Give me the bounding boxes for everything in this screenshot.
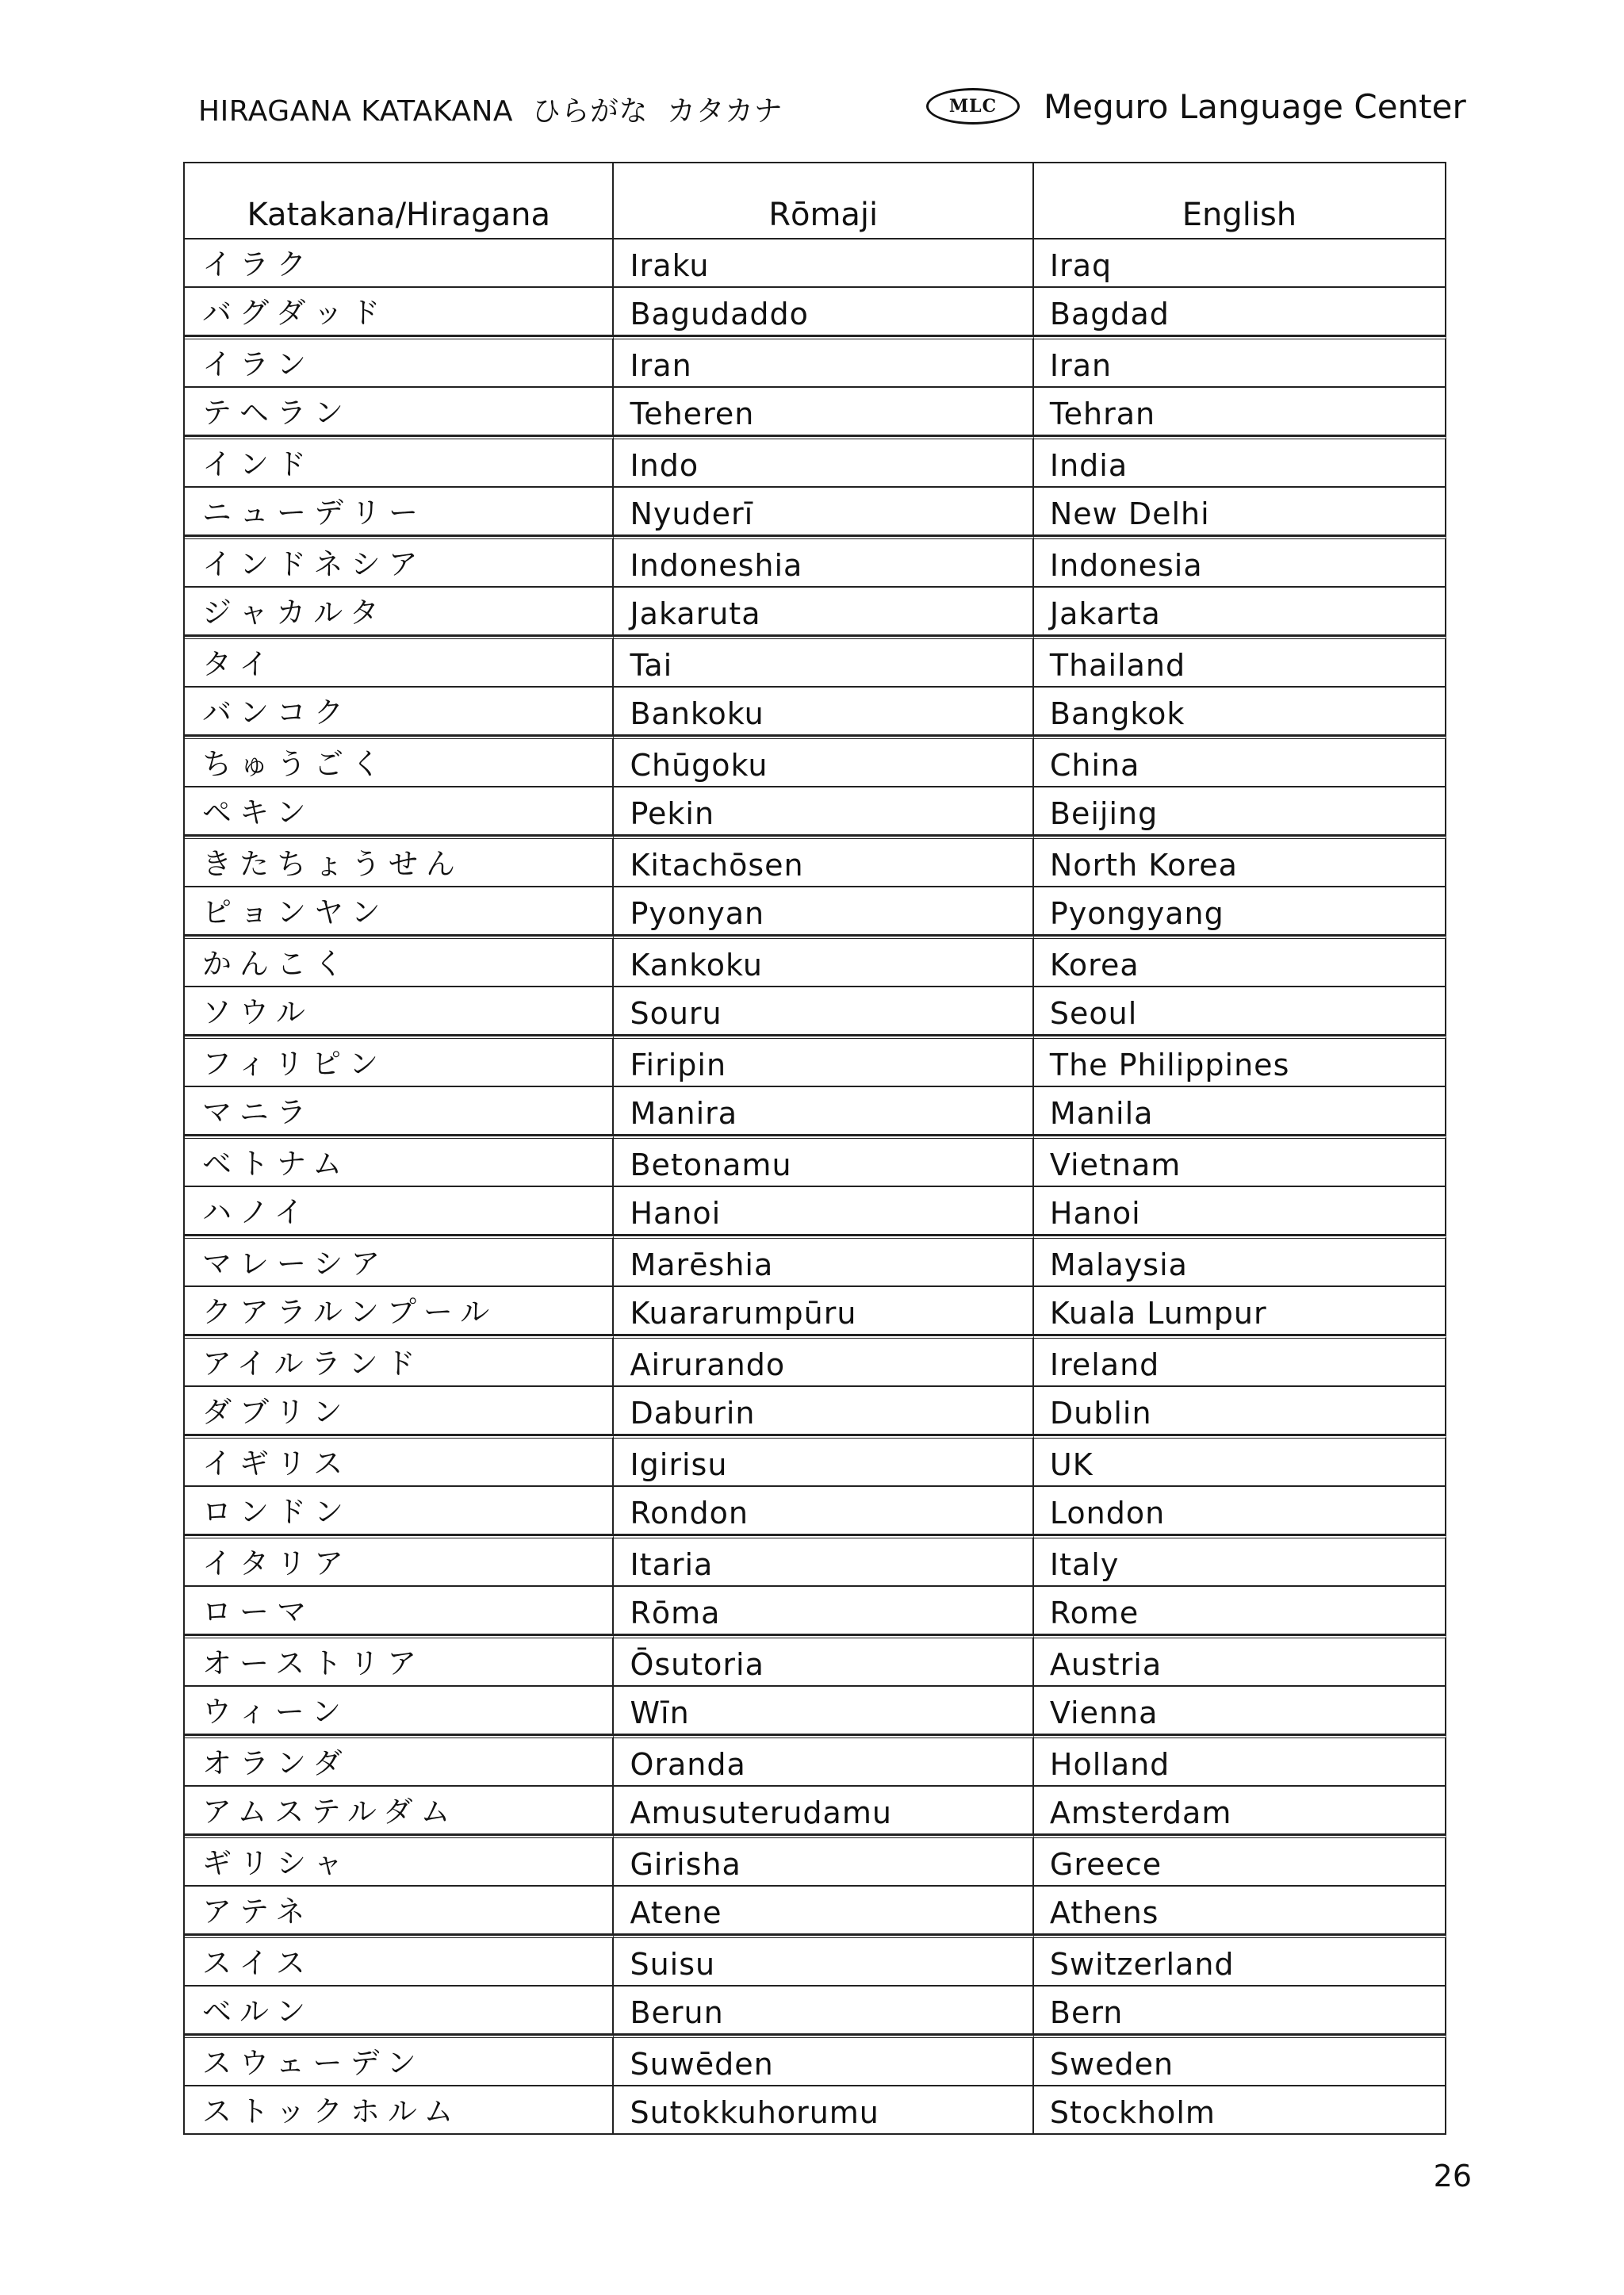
table-row <box>185 1036 1446 1087</box>
romaji-cell: Suwēden <box>614 2035 1033 2086</box>
english-cell: Austria <box>1034 1635 1446 1687</box>
table-row <box>185 288 1446 336</box>
english-cell: Bern <box>1034 1987 1446 2035</box>
kana-cell: マニラ <box>185 1087 614 1136</box>
kana-cell: バンコク <box>185 688 614 736</box>
english-cell: India <box>1034 436 1446 488</box>
kana-cell: ハノイ <box>185 1187 614 1236</box>
english-cell: Stockholm <box>1034 2086 1446 2135</box>
column-header-english: English <box>1034 163 1446 239</box>
romaji-cell: Oranda <box>614 1735 1033 1787</box>
kana-cell: ベトナム <box>185 1136 614 1187</box>
table-row <box>185 388 1446 436</box>
romaji-cell: Igirisu <box>614 1435 1033 1487</box>
english-cell: Holland <box>1034 1735 1446 1787</box>
romaji-cell: Souru <box>614 987 1033 1036</box>
table-row <box>185 1435 1446 1487</box>
romaji-cell: Pekin <box>614 787 1033 836</box>
romaji-cell: Berun <box>614 1987 1033 2035</box>
mlc-logo <box>926 88 1020 125</box>
kana-cell: スイス <box>185 1935 614 1987</box>
kana-cell: ストックホルム <box>185 2086 614 2135</box>
table-row <box>185 436 1446 488</box>
vocabulary-table <box>183 162 1446 2135</box>
org-branding <box>926 82 1466 130</box>
romaji-cell: Airurando <box>614 1335 1033 1387</box>
kana-cell: オランダ <box>185 1735 614 1787</box>
english-cell: Manila <box>1034 1087 1446 1136</box>
table-body <box>185 239 1446 2135</box>
header-title-latin: HIRAGANA KATAKANA <box>198 95 514 128</box>
table-row <box>185 1835 1446 1887</box>
table-row <box>185 1236 1446 1287</box>
english-cell: Pyongyang <box>1034 887 1446 936</box>
english-cell: Switzerland <box>1034 1935 1446 1987</box>
english-cell: Hanoi <box>1034 1187 1446 1236</box>
kana-cell: ロンドン <box>185 1487 614 1535</box>
english-cell: Amsterdam <box>1034 1787 1446 1835</box>
kana-cell: ちゅうごく <box>185 736 614 787</box>
english-cell: Dublin <box>1034 1387 1446 1435</box>
kana-cell: ダブリン <box>185 1387 614 1435</box>
english-cell: London <box>1034 1487 1446 1535</box>
kana-cell: ウィーン <box>185 1687 614 1735</box>
kana-cell: クアラルンプール <box>185 1287 614 1335</box>
kana-cell: ローマ <box>185 1587 614 1635</box>
kana-cell: イタリア <box>185 1535 614 1587</box>
english-cell: Vienna <box>1034 1687 1446 1735</box>
romaji-cell: Rondon <box>614 1487 1033 1535</box>
kana-cell: アムステルダム <box>185 1787 614 1835</box>
english-cell: Thailand <box>1034 636 1446 688</box>
english-cell: New Delhi <box>1034 488 1446 536</box>
romaji-cell: Betonamu <box>614 1136 1033 1187</box>
table-row <box>185 936 1446 987</box>
kana-cell: バグダッド <box>185 288 614 336</box>
kana-cell: イギリス <box>185 1435 614 1487</box>
romaji-cell: Sutokkuhorumu <box>614 2086 1033 2135</box>
table-header-row <box>185 163 1446 239</box>
romaji-cell: Atene <box>614 1887 1033 1935</box>
romaji-cell: Itaria <box>614 1535 1033 1587</box>
romaji-cell: Suisu <box>614 1935 1033 1987</box>
table-row <box>185 2035 1446 2086</box>
romaji-cell: Teheren <box>614 388 1033 436</box>
kana-cell: ジャカルタ <box>185 588 614 636</box>
romaji-cell: Indoneshia <box>614 536 1033 588</box>
kana-cell: イラン <box>185 336 614 388</box>
kana-cell: マレーシア <box>185 1236 614 1287</box>
english-cell: Ireland <box>1034 1335 1446 1387</box>
romaji-cell: Amusuterudamu <box>614 1787 1033 1835</box>
kana-cell: かんこく <box>185 936 614 987</box>
table-row <box>185 1887 1446 1935</box>
romaji-cell: Rōma <box>614 1587 1033 1635</box>
romaji-cell: Bankoku <box>614 688 1033 736</box>
kana-cell: フィリピン <box>185 1036 614 1087</box>
table-row <box>185 1387 1446 1435</box>
table-row <box>185 1587 1446 1635</box>
kana-cell: ギリシャ <box>185 1835 614 1887</box>
english-cell: Athens <box>1034 1887 1446 1935</box>
romaji-cell: Kuararumpūru <box>614 1287 1033 1335</box>
romaji-cell: Bagudaddo <box>614 288 1033 336</box>
english-cell: Iran <box>1034 336 1446 388</box>
english-cell: Bangkok <box>1034 688 1446 736</box>
table-row <box>185 688 1446 736</box>
page-number: 26 <box>1433 2159 1472 2193</box>
kana-cell: きたちょうせん <box>185 836 614 887</box>
kana-cell: ベルン <box>185 1987 614 2035</box>
kana-cell: ニューデリー <box>185 488 614 536</box>
table-row <box>185 787 1446 836</box>
romaji-cell: Marēshia <box>614 1236 1033 1287</box>
kana-cell: ソウル <box>185 987 614 1036</box>
table-row <box>185 1787 1446 1835</box>
english-cell: Beijing <box>1034 787 1446 836</box>
table-row <box>185 1735 1446 1787</box>
table-row <box>185 1535 1446 1587</box>
table-row <box>185 987 1446 1036</box>
table-row <box>185 736 1446 787</box>
kana-cell: ペキン <box>185 787 614 836</box>
table-row <box>185 836 1446 887</box>
table-row <box>185 1935 1446 1987</box>
kana-cell: スウェーデン <box>185 2035 614 2086</box>
english-cell: Bagdad <box>1034 288 1446 336</box>
table-row <box>185 1287 1446 1335</box>
kana-cell: アテネ <box>185 1887 614 1935</box>
kana-cell: アイルランド <box>185 1335 614 1387</box>
page-header-title <box>198 89 783 129</box>
english-cell: Tehran <box>1034 388 1446 436</box>
english-cell: China <box>1034 736 1446 787</box>
table-row <box>185 636 1446 688</box>
english-cell: Indonesia <box>1034 536 1446 588</box>
kana-cell: イラク <box>185 239 614 288</box>
column-header-romaji: Rōmaji <box>614 163 1033 239</box>
table-row <box>185 2086 1446 2135</box>
english-cell: Malaysia <box>1034 1236 1446 1287</box>
table-row <box>185 1087 1446 1136</box>
logo-text: MLC <box>948 96 998 117</box>
english-cell: Kuala Lumpur <box>1034 1287 1446 1335</box>
english-cell: Italy <box>1034 1535 1446 1587</box>
english-cell: Greece <box>1034 1835 1446 1887</box>
romaji-cell: Firipin <box>614 1036 1033 1087</box>
header-title-katakana: カタカナ <box>667 95 783 128</box>
table-row <box>185 887 1446 936</box>
table-row <box>185 1487 1446 1535</box>
romaji-cell: Pyonyan <box>614 887 1033 936</box>
romaji-cell: Kitachōsen <box>614 836 1033 887</box>
table-row <box>185 588 1446 636</box>
romaji-cell: Hanoi <box>614 1187 1033 1236</box>
kana-cell: タイ <box>185 636 614 688</box>
romaji-cell: Manira <box>614 1087 1033 1136</box>
english-cell: Jakarta <box>1034 588 1446 636</box>
table-row <box>185 488 1446 536</box>
english-cell: UK <box>1034 1435 1446 1487</box>
romaji-cell: Jakaruta <box>614 588 1033 636</box>
org-name: Meguro Language Center <box>1044 86 1466 126</box>
english-cell: Korea <box>1034 936 1446 987</box>
kana-cell: オーストリア <box>185 1635 614 1687</box>
english-cell: Sweden <box>1034 2035 1446 2086</box>
english-cell: North Korea <box>1034 836 1446 887</box>
romaji-cell: Nyuderī <box>614 488 1033 536</box>
table-row <box>185 1335 1446 1387</box>
english-cell: Iraq <box>1034 239 1446 288</box>
romaji-cell: Iran <box>614 336 1033 388</box>
header-title-hiragana: ひらがな <box>532 95 649 128</box>
table-row <box>185 1987 1446 2035</box>
romaji-cell: Tai <box>614 636 1033 688</box>
romaji-cell: Indo <box>614 436 1033 488</box>
table-row <box>185 1635 1446 1687</box>
table-row <box>185 1187 1446 1236</box>
column-header-kana: Katakana/Hiragana <box>185 163 614 239</box>
romaji-cell: Wīn <box>614 1687 1033 1735</box>
table-row <box>185 1687 1446 1735</box>
table-row <box>185 239 1446 288</box>
kana-cell: ピョンヤン <box>185 887 614 936</box>
romaji-cell: Chūgoku <box>614 736 1033 787</box>
romaji-cell: Girisha <box>614 1835 1033 1887</box>
romaji-cell: Ōsutoria <box>614 1635 1033 1687</box>
kana-cell: インドネシア <box>185 536 614 588</box>
english-cell: The Philippines <box>1034 1036 1446 1087</box>
kana-cell: テヘラン <box>185 388 614 436</box>
kana-cell: インド <box>185 436 614 488</box>
romaji-cell: Daburin <box>614 1387 1033 1435</box>
table-row <box>185 1136 1446 1187</box>
english-cell: Vietnam <box>1034 1136 1446 1187</box>
english-cell: Rome <box>1034 1587 1446 1635</box>
romaji-cell: Kankoku <box>614 936 1033 987</box>
table-row <box>185 336 1446 388</box>
table-row <box>185 536 1446 588</box>
english-cell: Seoul <box>1034 987 1446 1036</box>
romaji-cell: Iraku <box>614 239 1033 288</box>
